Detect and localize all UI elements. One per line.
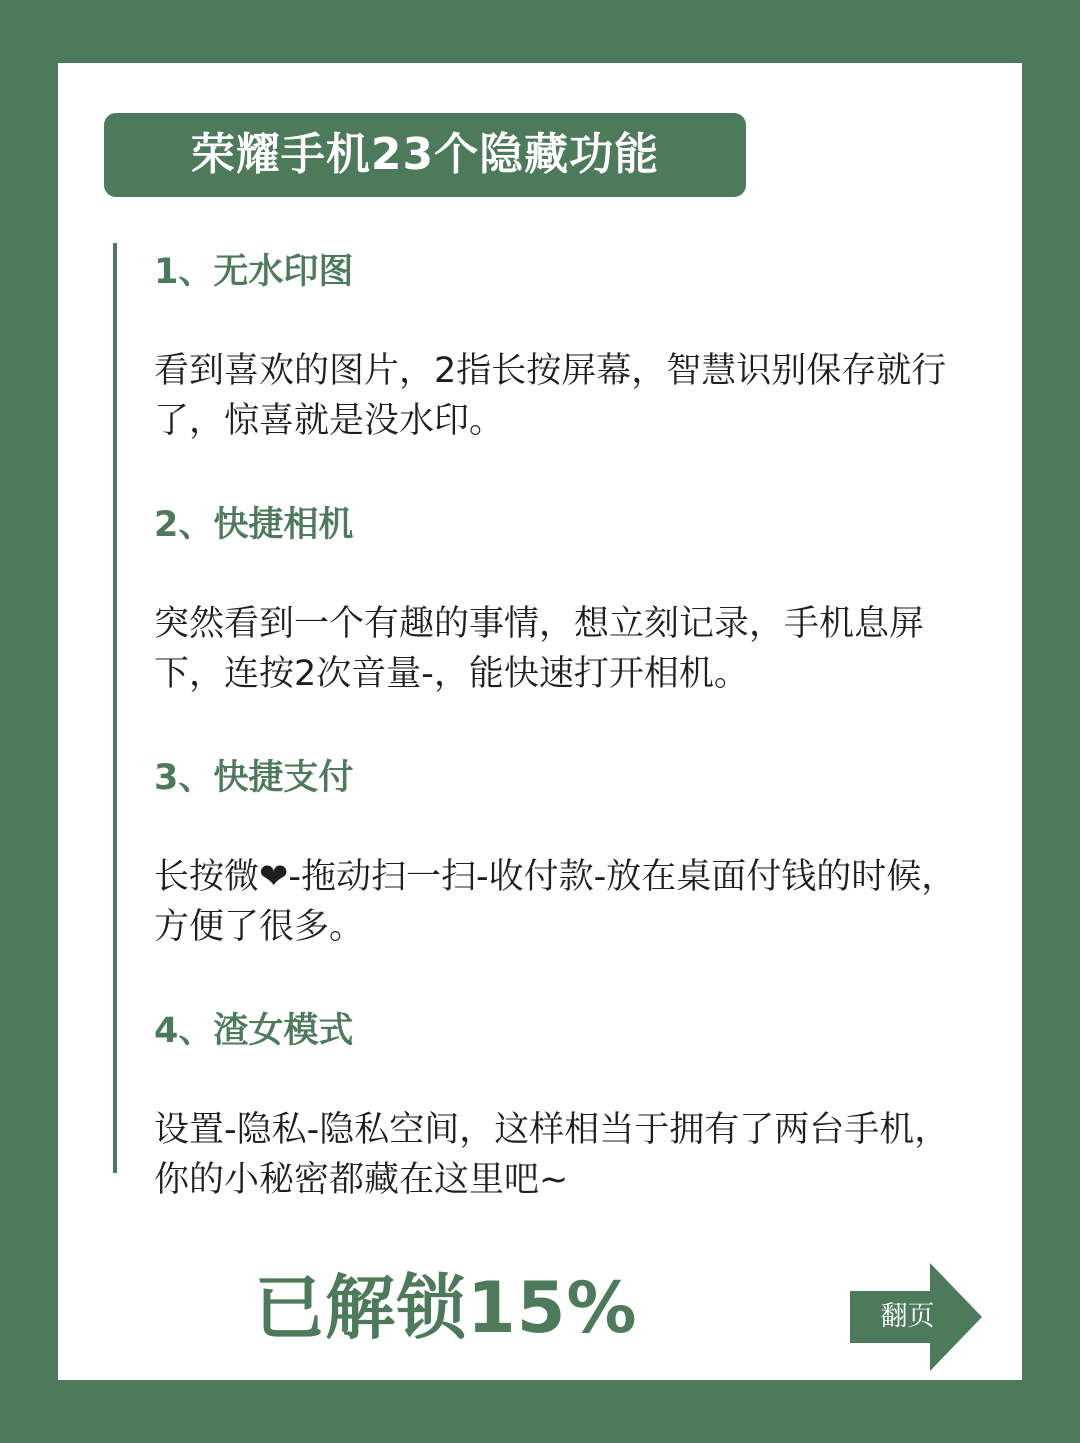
feature-heading: 4、渣女模式 xyxy=(154,1011,354,1051)
next-page-button[interactable] xyxy=(850,1263,985,1373)
content-card xyxy=(58,63,1022,1380)
next-page-label: 翻页 xyxy=(880,1301,935,1332)
feature-heading: 2、快捷相机 xyxy=(154,505,354,545)
unlock-progress-text: 已解锁15% xyxy=(254,1267,638,1349)
feature-description: 突然看到一个有趣的事情，想立刻记录，手机息屏下，连按2次音量-，能快速打开相机。 xyxy=(154,604,925,694)
feature-description: 看到喜欢的图片，2指长按屏幕，智慧识别保存就行了，惊喜就是没水印。 xyxy=(154,351,947,441)
feature-list xyxy=(154,245,974,1205)
feature-section-2 xyxy=(154,498,974,699)
feature-section-3 xyxy=(154,751,974,952)
feature-heading: 3、快捷支付 xyxy=(154,758,354,798)
feature-description: 设置-隐私-隐私空间，这样相当于拥有了两台手机，你的小秘密都藏在这里吧~ xyxy=(154,1110,950,1200)
feature-heading: 1、无水印图 xyxy=(154,252,354,292)
page-title: 荣耀手机23个隐藏功能 xyxy=(104,113,746,197)
feature-section-4 xyxy=(154,1004,974,1205)
vertical-accent-line xyxy=(113,243,117,1173)
feature-section-1 xyxy=(154,245,974,446)
feature-description: 长按微❤-拖动扫一扫-收付款-放在桌面付钱的时候，方便了很多。 xyxy=(154,857,957,947)
